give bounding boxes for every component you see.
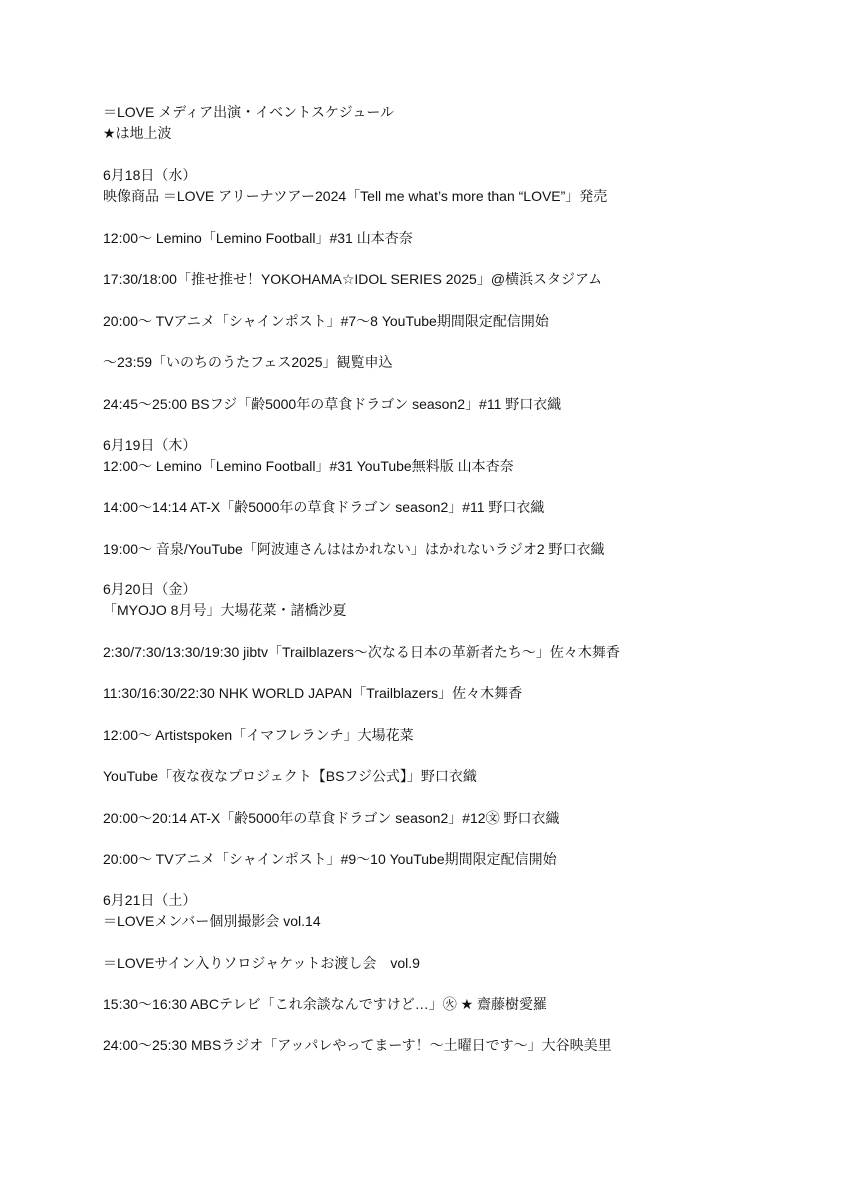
schedule-entry: 11:30/16:30/22:30 NHK WORLD JAPAN「Trailblazers」佐々木舞香: [103, 685, 523, 701]
schedule-entry: 映像商品 ＝LOVE アリーナツアー2024「Tell me what’s more than “LOVE”」発売: [103, 188, 608, 204]
legend-note: ★は地上波: [103, 125, 172, 141]
date-heading: 6月18日（水）: [103, 167, 197, 183]
schedule-entry: 20:00～ TVアニメ「シャインポスト」#7～8 YouTube期間限定配信開始: [103, 313, 549, 329]
schedule-entry: 15:30～16:30 ABCテレビ「これ余談なんですけど…」㊋ ★ 齋藤樹愛羅: [103, 996, 548, 1012]
schedule-entry: YouTube「夜な夜なプロジェクト【BSフジ公式】」野口衣織: [103, 768, 477, 784]
date-heading: 6月21日（土）: [103, 892, 197, 908]
document-title: ＝LOVE メディア出演・イベントスケジュール: [103, 104, 395, 120]
schedule-entry: 20:00～ TVアニメ「シャインポスト」#9～10 YouTube期間限定配信開始: [103, 851, 557, 867]
schedule-entry: 20:00～20:14 AT-X「齢5000年の草食ドラゴン season2」#12㉆ 野口衣織: [103, 810, 560, 826]
schedule-entry: 14:00～14:14 AT-X「齢5000年の草食ドラゴン season2」#11 野口衣織: [103, 499, 545, 515]
schedule-entry: 12:00～ Lemino「Lemino Football」#31 山本杏奈: [103, 230, 413, 246]
schedule-entry: ＝LOVEサイン入りソロジャケットお渡し会 vol.9: [103, 955, 420, 971]
date-heading: 6月19日（木）: [103, 437, 197, 453]
schedule-entry: 「MYOJO 8月号」大場花菜・諸橋沙夏: [103, 602, 347, 618]
schedule-entry: 24:45～25:00 BSフジ「齢5000年の草食ドラゴン season2」#11 野口衣織: [103, 396, 562, 412]
schedule-entry: 19:00～ 音泉/YouTube「阿波連さんははかれない」はかれないラジオ2 野口衣織: [103, 541, 605, 557]
schedule-entry: ＝LOVEメンバー個別撮影会 vol.14: [103, 913, 321, 929]
schedule-entry: 12:00～ Lemino「Lemino Football」#31 YouTube無料版 山本杏奈: [103, 458, 514, 474]
schedule-entry: ～23:59「いのちのうたフェス2025」観覧申込: [103, 354, 393, 370]
schedule-entry: 2:30/7:30/13:30/19:30 jibtv「Trailblazers～次なる日本の革新者たち～」佐々木舞香: [103, 644, 620, 660]
schedule-entry: 12:00～ Artistspoken「イマフレランチ」大場花菜: [103, 727, 414, 743]
date-heading: 6月20日（金）: [103, 581, 197, 597]
schedule-entry: 17:30/18:00「推せ推せ！YOKOHAMA☆IDOL SERIES 2025」@横浜スタジアム: [103, 271, 603, 287]
schedule-entry: 24:00～25:30 MBSラジオ「アッパレやってまーす！～土曜日です～」大谷映美里: [103, 1037, 612, 1053]
